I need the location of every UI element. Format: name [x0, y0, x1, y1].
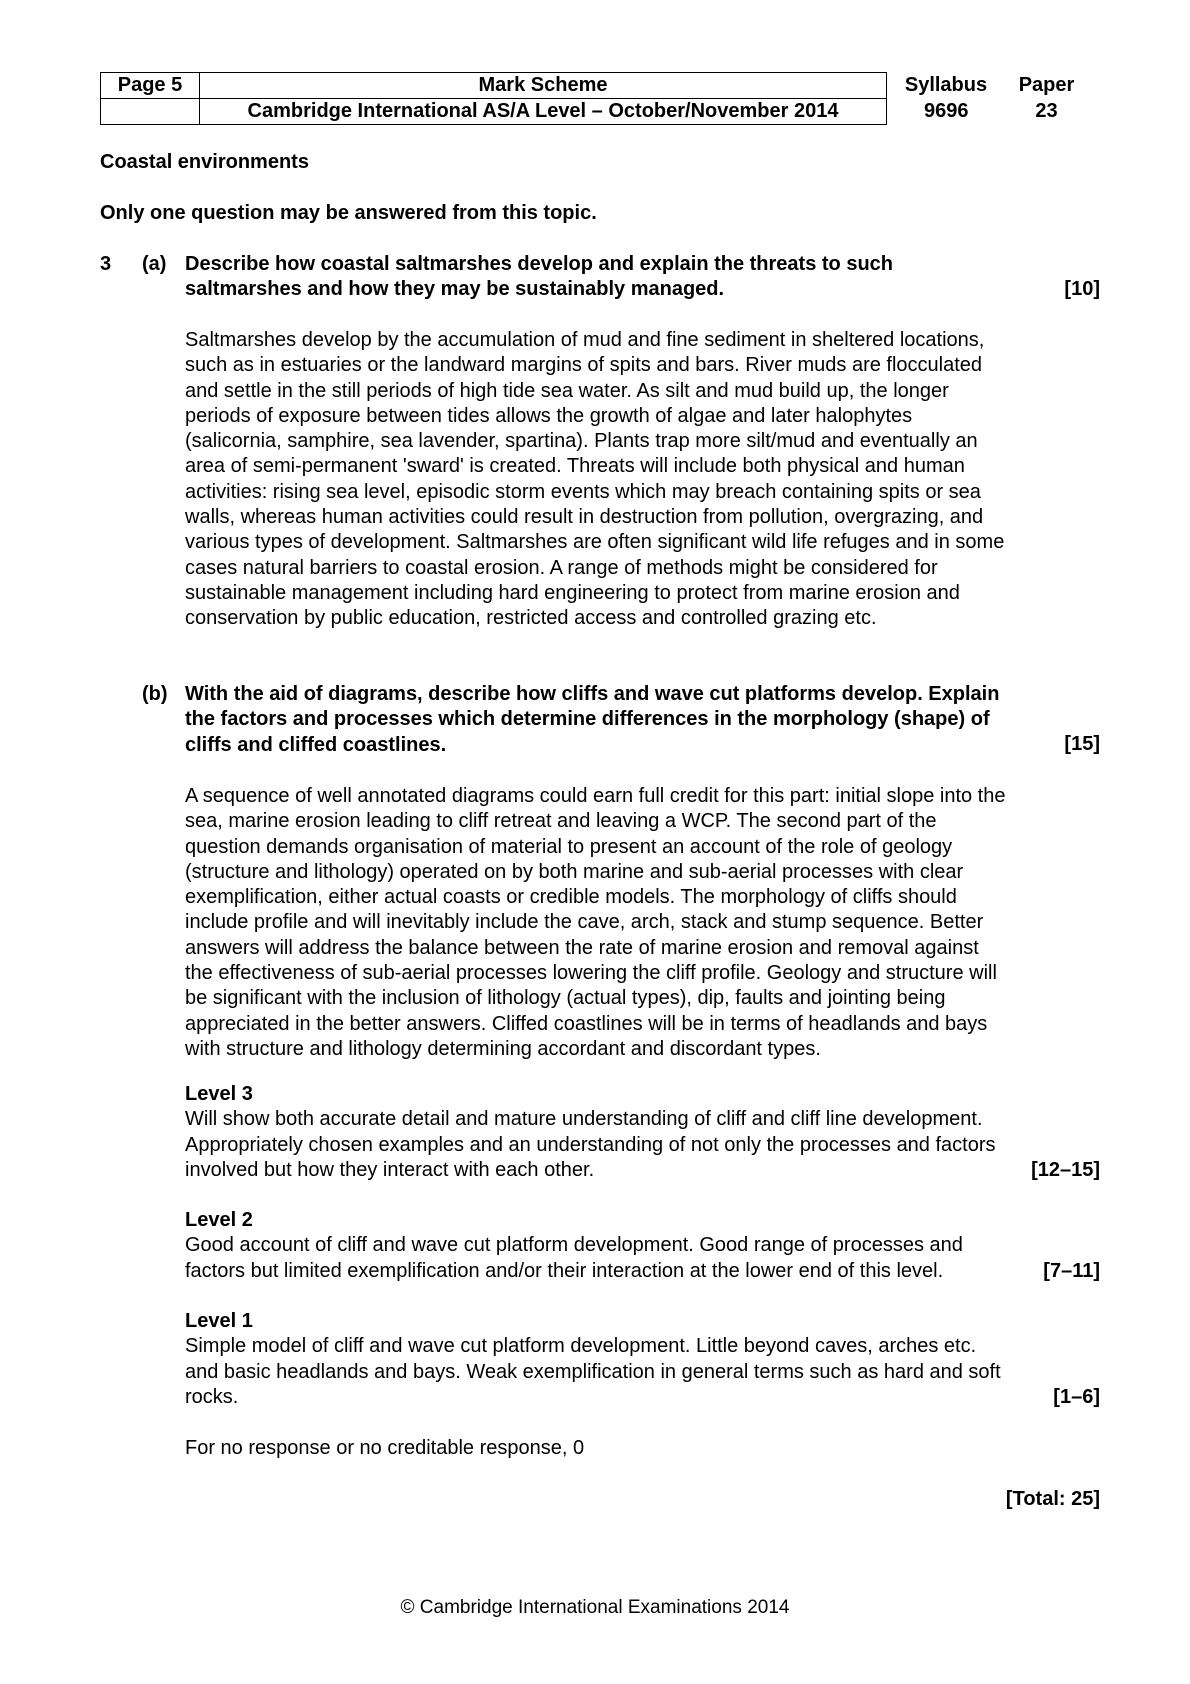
level-line: and basic headlands and bays. Weak exemplification in general terms such as hard and soft — [185, 1360, 1001, 1383]
level-2-block — [185, 1208, 1100, 1284]
page-number: Page 5 — [101, 73, 200, 99]
answer-line: various types of development. Saltmarshes are often significant wild life refuges and in some — [185, 531, 1005, 554]
answer-line: area of semi-permanent 'sward' is created. Threats will include both physical and human — [185, 455, 965, 478]
answer-line: Saltmarshes develop by the accumulation of mud and fine sediment in sheltered locations, — [185, 329, 985, 351]
no-response-note: For no response or no creditable response, 0 — [185, 1437, 585, 1459]
syllabus-code: 9696 — [924, 100, 969, 122]
answer-line: with structure and lithology determining accordant and discordant types. — [185, 1037, 821, 1060]
header-table — [100, 72, 1088, 125]
part-b-question-line: cliffs and cliffed coastlines. — [185, 733, 447, 756]
level-line: rocks. — [185, 1385, 239, 1408]
level-line: involved but how they interact with each other. — [185, 1158, 595, 1181]
level-line: Will show both accurate detail and mature understanding of cliff and cliff line development. — [185, 1108, 983, 1131]
answer-line: sustainable management including hard engineering to protect from marine erosion and — [185, 581, 960, 604]
level-line: factors but limited exemplification and/or their interaction at the lower end of this level. — [185, 1259, 944, 1282]
level-3-block — [185, 1082, 1100, 1182]
level-marks: [12–15] — [1031, 1159, 1100, 1181]
paper-label: Paper — [1018, 74, 1075, 96]
part-a-marks: [10] — [1064, 278, 1100, 300]
level-line: Simple model of cliff and wave cut platform development. Little beyond caves, arches etc. — [185, 1335, 977, 1358]
part-b-marks: [15] — [1064, 733, 1100, 755]
level-title: Level 2 — [185, 1209, 253, 1231]
answer-line: walls, whereas human activities could result in destruction from pollution, overgrazing, and — [185, 506, 984, 529]
answer-line: (structure and lithology) operated on by both marine and sub-aerial processes with clear — [185, 860, 964, 883]
answer-line: cases natural barriers to coastal erosion. A range of methods might be considered for — [185, 556, 938, 579]
answer-line: periods of exposure between tides allows the growth of algae and later halophytes — [185, 404, 913, 427]
level-title: Level 1 — [185, 1310, 253, 1332]
part-b-question-line: With the aid of diagrams, describe how cliffs and wave cut platforms develop. Explain — [185, 683, 1000, 705]
total-marks: [Total: 25] — [1005, 1488, 1100, 1510]
part-a-question — [185, 252, 1100, 303]
answer-line: A sequence of well annotated diagrams could earn full credit for this part: initial slope into the — [185, 785, 1006, 807]
part-a-answer — [185, 328, 1105, 632]
question-3b — [100, 682, 1100, 762]
level-line: Good account of cliff and wave cut platform development. Good range of processes and — [185, 1234, 963, 1257]
page-content — [100, 72, 1100, 1510]
answer-line: (salicornia, samphire, sea lavender, spartina). Plants trap more silt/mud and eventually an — [185, 430, 978, 453]
level-title: Level 3 — [185, 1083, 253, 1105]
footer-copyright: © Cambridge International Examinations 2014 — [400, 1597, 790, 1618]
level-marks: [1–6] — [1053, 1386, 1100, 1408]
question-3a — [100, 252, 1100, 312]
level-line: Appropriately chosen examples and an understanding of not only the processes and factors — [185, 1133, 996, 1156]
level-marks: [7–11] — [1043, 1260, 1100, 1282]
answer-line: exemplification, either actual coasts or credible models. The morphology of cliffs should — [185, 886, 957, 909]
question-number: 3 — [100, 253, 112, 275]
section-title: Coastal environments — [100, 151, 309, 173]
answer-line: the effectiveness of sub-aerial processes lowering the cliff profile. Geology and structure will — [185, 962, 997, 985]
answer-line: appreciated in the better answers. Cliffed coastlines will be in terms of headlands and bays — [185, 1012, 988, 1035]
part-b-question-line: the factors and processes which determine differences in the morphology (shape) of — [185, 708, 990, 731]
answer-line: such as in estuaries or the landward margins of spits and bars. River muds are flocculated — [185, 354, 983, 377]
answer-line: and settle in the still periods of high tide sea water. As silt and mud build up, the longer — [185, 379, 949, 402]
part-a-label: (a) — [142, 253, 167, 275]
part-a-question-line: saltmarshes and how they may be sustainably managed. — [185, 278, 725, 301]
part-b-answer — [185, 784, 1105, 1062]
part-b-question — [185, 682, 1100, 758]
answer-line: answers will address the balance between the rate of marine erosion and removal against — [185, 936, 979, 959]
answer-line: be significant with the inclusion of lithology (actual types), dip, faults and jointing being — [185, 987, 946, 1010]
empty-cell — [101, 99, 200, 125]
part-b-label: (b) — [142, 683, 168, 705]
answer-line: question demands organisation of material to present an account of the role of geology — [185, 835, 953, 858]
answer-line: conservation by public education, restricted access and controlled grazing etc. — [185, 607, 877, 630]
level-1-block — [185, 1309, 1100, 1409]
paper-code: 23 — [1035, 100, 1058, 122]
exam-title: Cambridge International AS/A Level – October/November 2014 — [200, 99, 887, 125]
answer-line: include profile and will inevitably include the cave, arch, stack and stump sequence. Better — [185, 911, 984, 934]
answer-line: activities: rising sea level, episodic storm events which may breach containing spits or sea — [185, 480, 981, 503]
doc-type: Mark Scheme — [200, 73, 887, 99]
part-a-question-line: Describe how coastal saltmarshes develop and explain the threats to such — [185, 253, 894, 275]
syllabus-label: Syllabus — [904, 74, 988, 96]
answer-line: sea, marine erosion leading to cliff retreat and leaving a WCP. The second part of the — [185, 810, 937, 833]
section-instruction: Only one question may be answered from this topic. — [100, 202, 597, 224]
